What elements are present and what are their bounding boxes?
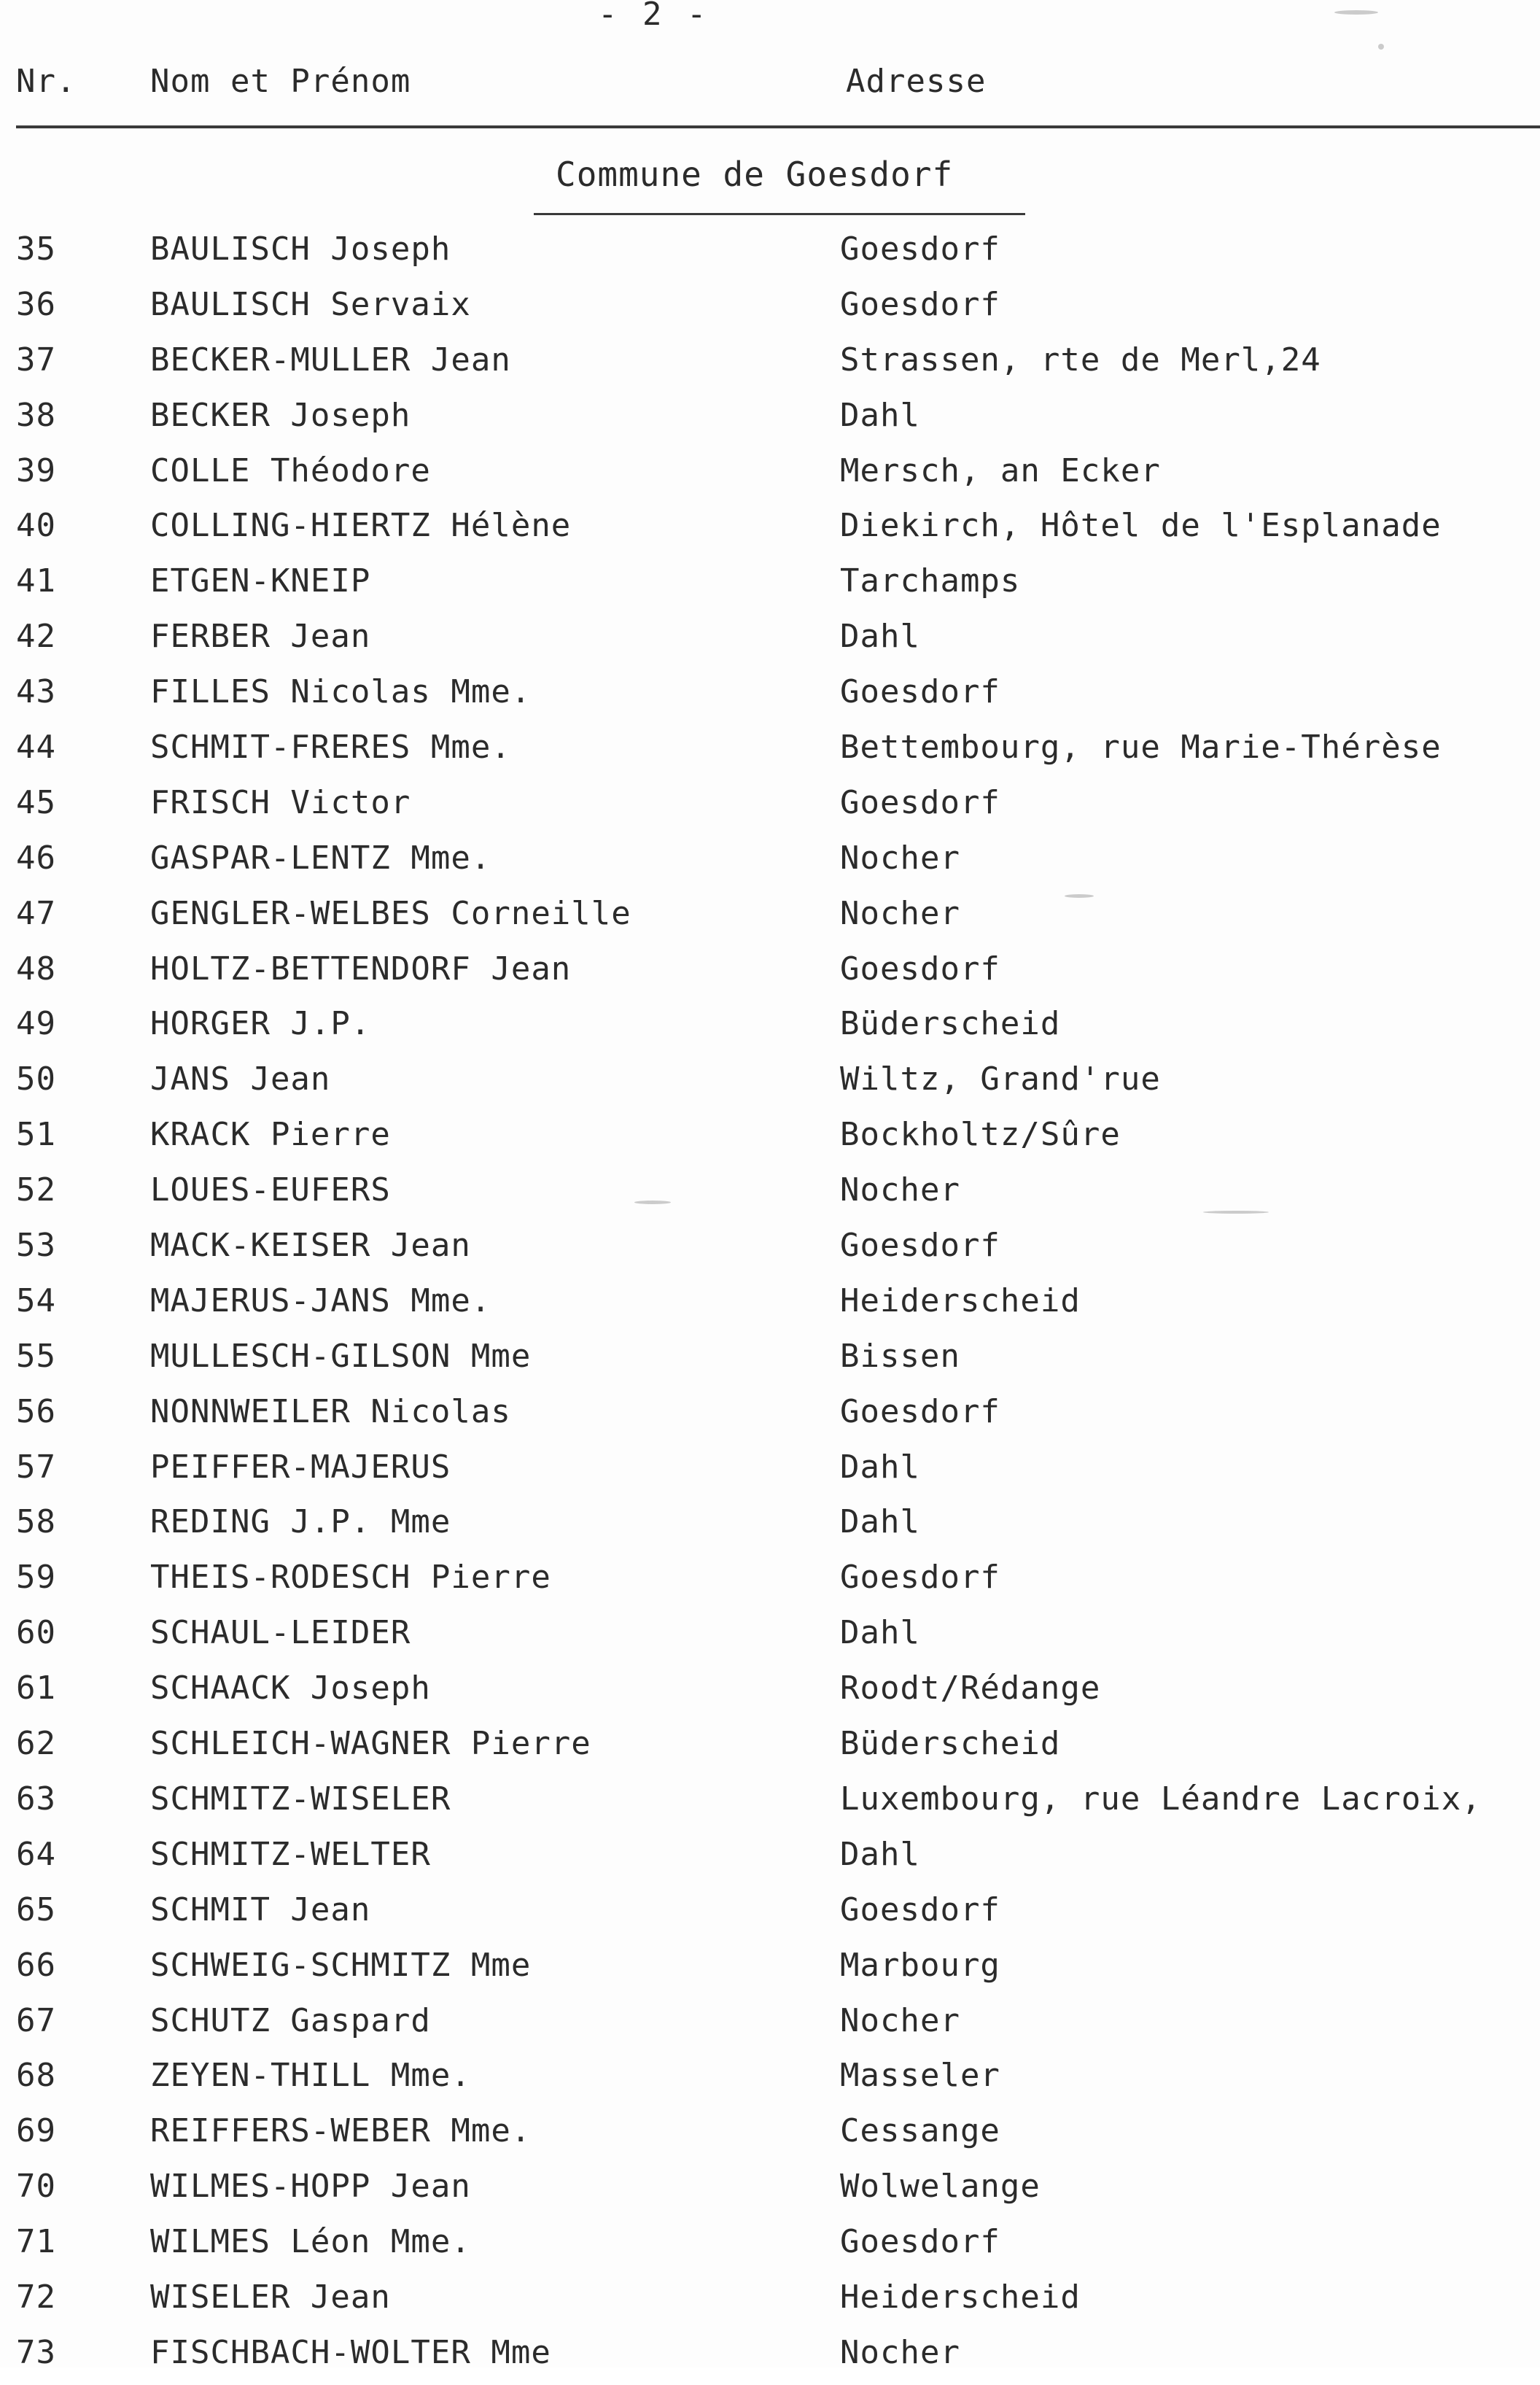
entry-address: Goesdorf [840,673,1000,711]
list-item [0,1056,1540,1112]
entry-name: FILLES Nicolas Mme. [150,673,532,711]
entry-number: 58 [16,1503,56,1541]
entry-number: 43 [16,673,56,711]
entry-name: SCHMITZ-WISELER [150,1780,451,1818]
list-item [0,1554,1540,1610]
entry-number: 72 [16,2278,56,2316]
page-number: - 2 - [598,0,709,33]
list-item [0,2163,1540,2219]
entry-number: 54 [16,1281,56,1319]
list-item [0,1776,1540,1831]
column-header-nr: Nr. [16,63,77,100]
list-item [0,669,1540,724]
column-header-adresse: Adresse [846,63,987,100]
list-item [0,282,1540,337]
list-item [0,2274,1540,2330]
entry-name: THEIS-RODESCH Pierre [150,1559,551,1597]
list-item [0,226,1540,282]
list-item [0,337,1540,392]
entry-number: 57 [16,1448,56,1486]
entry-number: 56 [16,1392,56,1430]
entry-address: Goesdorf [840,230,1000,268]
list-item [0,503,1540,558]
entry-address: Dahl [840,1835,920,1873]
entry-address: Goesdorf [840,783,1000,821]
entry-name: NONNWEILER Nicolas [150,1392,511,1430]
entry-number: 68 [16,2057,56,2095]
entry-address: Cessange [840,2112,1000,2150]
list-item [0,1167,1540,1222]
entry-number: 36 [16,285,56,323]
entry-name: FISCHBACH-WOLTER Mme [150,2333,551,2371]
list-item [0,2052,1540,2108]
entry-number: 35 [16,230,56,268]
entry-address: Goesdorf [840,1559,1000,1597]
entry-number: 64 [16,1835,56,1873]
list-item [0,1222,1540,1278]
list-item [0,1721,1540,1776]
entry-address: Goesdorf [840,1392,1000,1430]
entry-address: Nocher [840,2333,960,2371]
entry-number: 51 [16,1116,56,1154]
entry-address: Diekirch, Hôtel de l'Esplanade [840,507,1442,545]
entry-name: WILMES Léon Mme. [150,2223,471,2261]
entry-name: HOLTZ-BETTENDORF Jean [150,950,572,988]
entry-name: SCHAACK Joseph [150,1670,431,1707]
entry-number: 47 [16,894,56,932]
entry-address: Bettembourg, rue Marie-Thérèse [840,729,1442,767]
entry-number: 38 [16,396,56,434]
entry-number: 50 [16,1060,56,1098]
entry-number: 66 [16,1946,56,1984]
entry-address: Mersch, an Ecker [840,451,1161,489]
entry-address: Dahl [840,1614,920,1652]
entry-name: SCHUTZ Gaspard [150,2001,431,2039]
entry-name: LOUES-EUFERS [150,1171,391,1209]
entry-address: Wiltz, Grand'rue [840,1060,1161,1098]
entry-name: BAULISCH Joseph [150,230,451,268]
entry-address: Roodt/Rédange [840,1670,1101,1707]
list-item [0,1001,1540,1056]
entry-address: Masseler [840,2057,1000,2095]
entry-name: SCHWEIG-SCHMITZ Mme [150,1946,532,1984]
entry-name: COLLING-HIERTZ Hélène [150,507,572,545]
entry-number: 41 [16,562,56,600]
commune-underline [534,213,1025,215]
entry-name: FERBER Jean [150,618,371,656]
scan-smudge [1334,10,1378,15]
list-item [0,2108,1540,2163]
entry-address: Bockholtz/Sûre [840,1116,1121,1154]
entry-name: JANS Jean [150,1060,331,1098]
entry-name: FRISCH Victor [150,783,411,821]
entry-name: PEIFFER-MAJERUS [150,1448,451,1486]
entry-number: 49 [16,1005,56,1043]
entry-name: MAJERUS-JANS Mme. [150,1281,491,1319]
entry-address: Goesdorf [840,950,1000,988]
entry-number: 39 [16,451,56,489]
list-item [0,1942,1540,1998]
entry-address: Luxembourg, rue Léandre Lacroix, [840,1780,1482,1818]
entry-name: REIFFERS-WEBER Mme. [150,2112,532,2150]
entry-address: Tarchamps [840,562,1021,600]
entry-address: Heiderscheid [840,2278,1081,2316]
entry-name: MULLESCH-GILSON Mme [150,1337,532,1375]
list-item [0,558,1540,613]
entry-number: 45 [16,783,56,821]
header-divider [16,125,1540,128]
column-header-nom-prenom: Nom et Prénom [150,63,411,100]
entry-name: KRACK Pierre [150,1116,391,1154]
entry-address: Dahl [840,1448,920,1486]
list-item [0,392,1540,448]
list-item [0,448,1540,503]
entry-name: REDING J.P. Mme [150,1503,451,1541]
list-item [0,780,1540,835]
list-item [0,1112,1540,1167]
entry-number: 63 [16,1780,56,1818]
entry-address: Dahl [840,618,920,656]
entry-address: Heiderscheid [840,1281,1081,1319]
entry-number: 52 [16,1171,56,1209]
entry-address: Nocher [840,1171,960,1209]
entry-address: Goesdorf [840,285,1000,323]
entry-number: 55 [16,1337,56,1375]
entry-address: Goesdorf [840,1227,1000,1265]
list-item [0,835,1540,891]
entry-address: Dahl [840,396,920,434]
entry-number: 48 [16,950,56,988]
entry-address: Dahl [840,1503,920,1541]
entry-number: 61 [16,1670,56,1707]
entry-number: 59 [16,1559,56,1597]
entry-address: Strassen, rte de Merl,24 [840,341,1321,379]
entry-number: 71 [16,2223,56,2261]
commune-heading: Commune de Goesdorf [556,155,954,194]
member-list [0,226,1540,2385]
entry-name: SCHMITZ-WELTER [150,1835,431,1873]
entry-name: GASPAR-LENTZ Mme. [150,839,491,877]
entry-number: 44 [16,729,56,767]
list-item [0,2219,1540,2274]
entry-name: COLLE Théodore [150,451,431,489]
entry-name: SCHLEICH-WAGNER Pierre [150,1725,591,1763]
scan-smudge [1065,894,1094,898]
entry-name: SCHAUL-LEIDER [150,1614,411,1652]
entry-number: 40 [16,507,56,545]
entry-name: BECKER Joseph [150,396,411,434]
list-item [0,1499,1540,1554]
entry-address: Wolwelange [840,2168,1041,2206]
entry-name: GENGLER-WELBES Corneille [150,894,631,932]
entry-number: 69 [16,2112,56,2150]
entry-name: WILMES-HOPP Jean [150,2168,471,2206]
list-item [0,891,1540,946]
scan-smudge [634,1201,671,1204]
entry-number: 67 [16,2001,56,2039]
entry-name: BECKER-MULLER Jean [150,341,511,379]
entry-number: 37 [16,341,56,379]
list-item [0,1278,1540,1333]
entry-address: Nocher [840,839,960,877]
entry-number: 70 [16,2168,56,2206]
list-item [0,1333,1540,1389]
entry-name: BAULISCH Servaix [150,285,471,323]
entry-name: MACK-KEISER Jean [150,1227,471,1265]
list-item [0,613,1540,669]
entry-name: ZEYEN-THILL Mme. [150,2057,471,2095]
list-item [0,946,1540,1001]
list-item [0,1998,1540,2053]
list-item [0,1831,1540,1887]
entry-address: Nocher [840,894,960,932]
list-item [0,1389,1540,1444]
list-item [0,724,1540,780]
entry-address: Goesdorf [840,1890,1000,1928]
entry-number: 46 [16,839,56,877]
scan-smudge [1378,44,1384,50]
entry-address: Marbourg [840,1946,1000,1984]
entry-number: 53 [16,1227,56,1265]
entry-number: 60 [16,1614,56,1652]
list-item [0,1887,1540,1942]
entry-address: Nocher [840,2001,960,2039]
scan-smudge [1203,1211,1269,1214]
list-item [0,1444,1540,1500]
entry-address: Goesdorf [840,2223,1000,2261]
entry-number: 73 [16,2333,56,2371]
entry-name: WISELER Jean [150,2278,391,2316]
entry-address: Büderscheid [840,1725,1061,1763]
entry-name: SCHMIT-FRERES Mme. [150,729,511,767]
entry-address: Bissen [840,1337,960,1375]
list-item [0,2330,1540,2385]
entry-name: HORGER J.P. [150,1005,371,1043]
list-item [0,1665,1540,1721]
entry-name: SCHMIT Jean [150,1890,371,1928]
entry-number: 65 [16,1890,56,1928]
entry-number: 62 [16,1725,56,1763]
list-item [0,1610,1540,1665]
entry-address: Büderscheid [840,1005,1061,1043]
entry-name: ETGEN-KNEIP [150,562,371,600]
entry-number: 42 [16,618,56,656]
